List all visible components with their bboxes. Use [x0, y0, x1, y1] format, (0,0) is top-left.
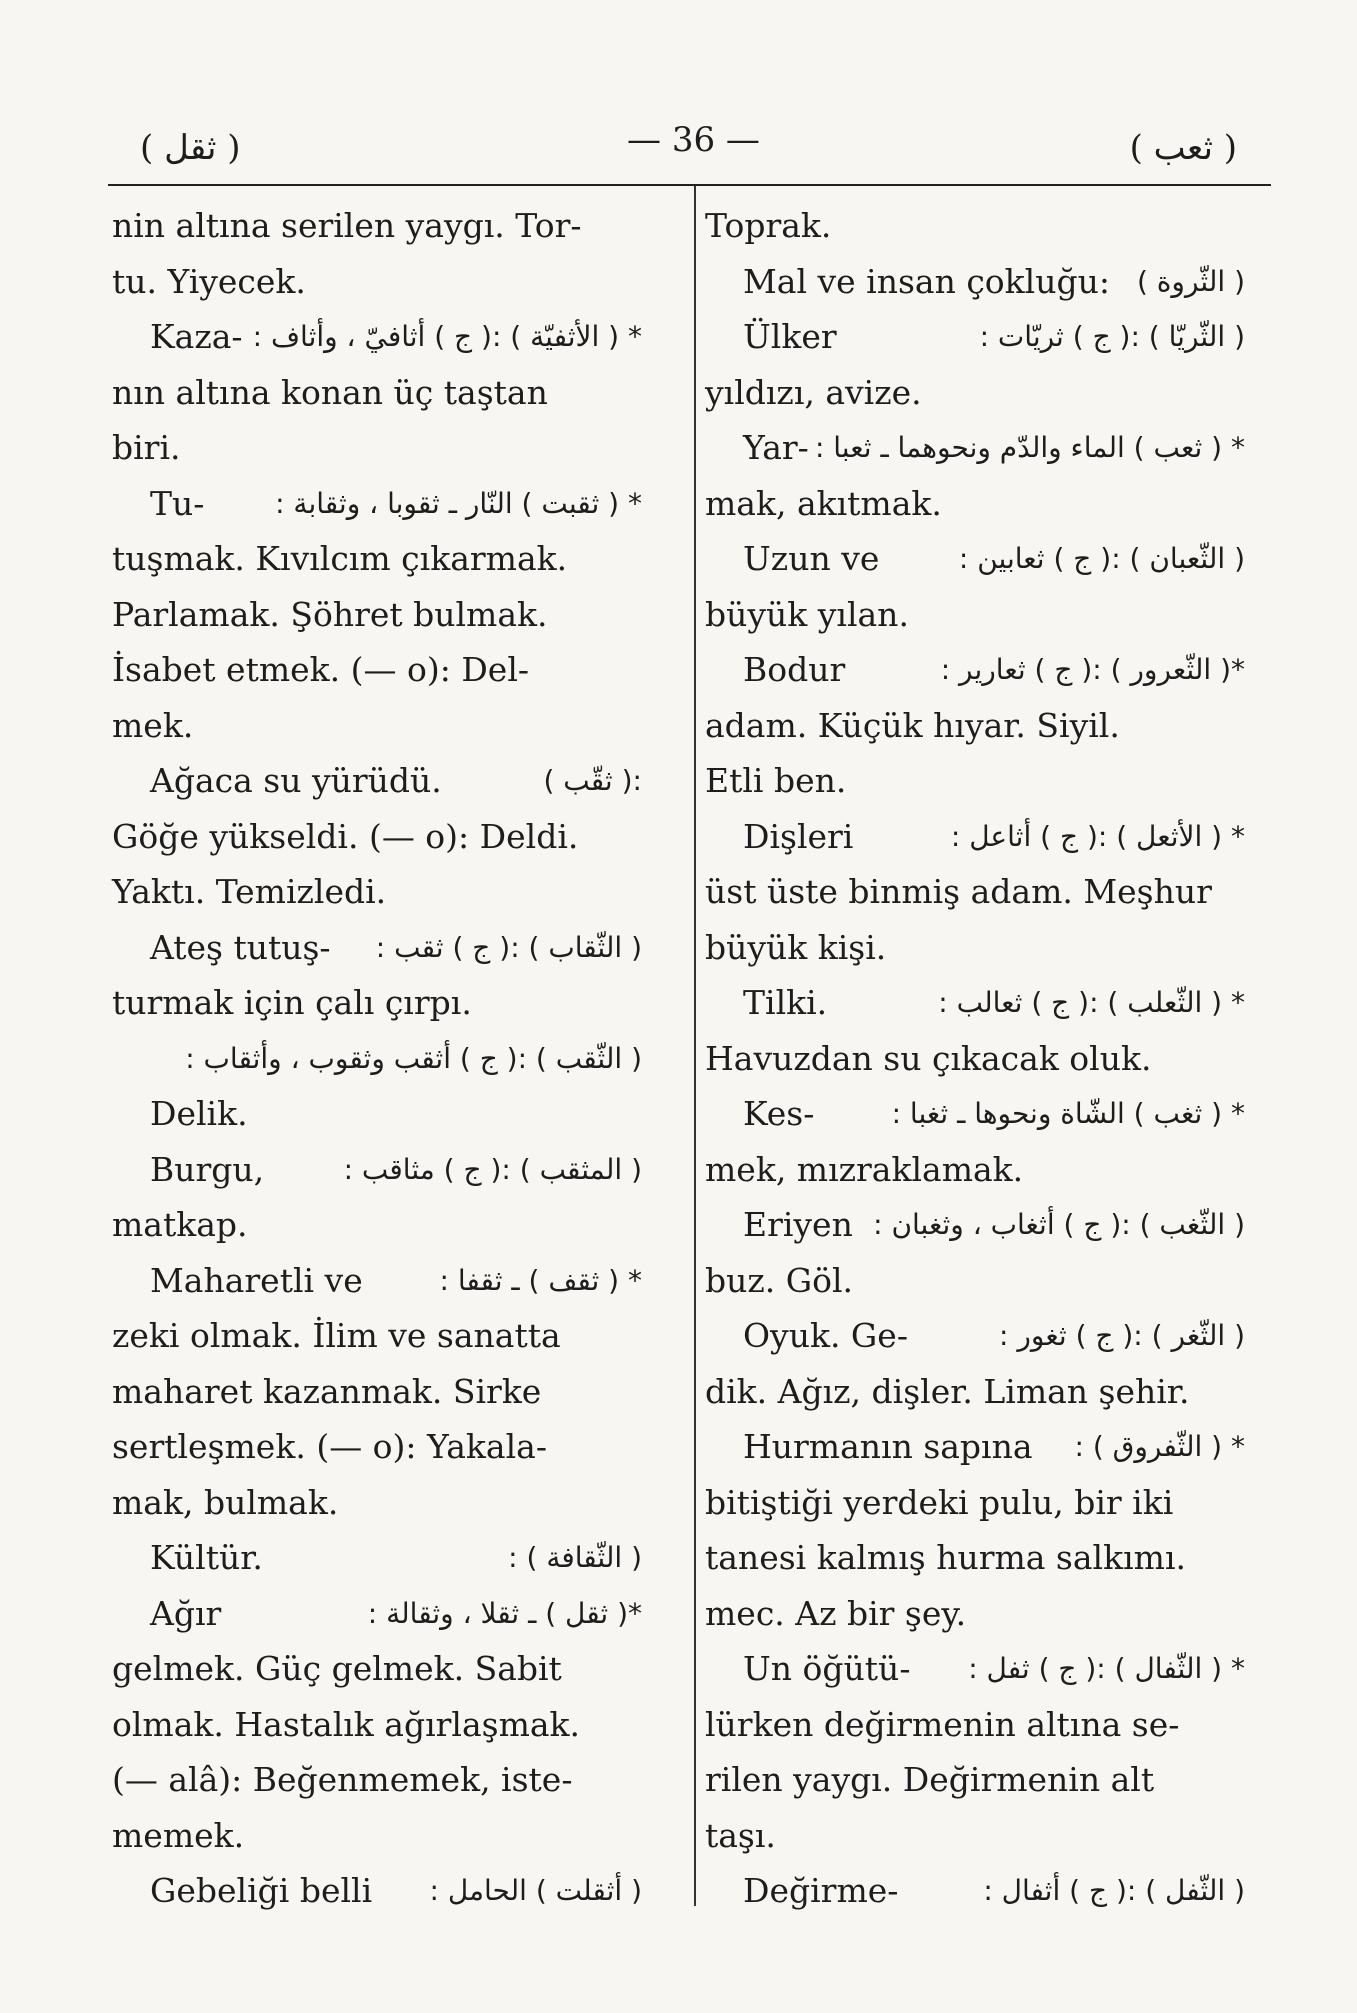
turkish-text: tu. Yiyecek. [112, 261, 306, 301]
turkish-text: zeki olmak. İlim ve sanatta [112, 1316, 561, 1355]
arabic-headword: * ( الأثعل ) :( ج ) أثاعل : [950, 819, 1245, 853]
turkish-text: üst üste binmiş adam. Meşhur [705, 872, 1212, 911]
turkish-text: buz. Göl. [705, 1260, 854, 1300]
text-line [705, 1530, 1245, 1586]
text-line [705, 1308, 1245, 1364]
turkish-text: turmak için çalı çırpı. [112, 983, 472, 1022]
turkish-text: yıldızı, avize. [705, 372, 922, 412]
column-divider [694, 186, 696, 1906]
turkish-text: Ağaca su yürüdü. [150, 761, 442, 800]
turkish-text: Havuzdan su çıkacak oluk. [705, 1038, 1152, 1078]
text-line [112, 1863, 642, 1919]
turkish-text: Dişleri [743, 816, 854, 856]
turkish-text: mak, bulmak. [112, 1482, 339, 1522]
text-line [705, 1364, 1245, 1420]
arabic-headword: ( الثّغر ) :( ج ) ثغور : [999, 1319, 1245, 1352]
text-line [705, 476, 1245, 532]
turkish-text: Maharetli ve [150, 1260, 363, 1300]
turkish-text: sertleşmek. (— o): Yakala- [112, 1427, 547, 1466]
arabic-headword: * ( ثقف ) ـ ثقفا : [439, 1263, 642, 1297]
text-line [705, 1142, 1245, 1198]
text-line [112, 198, 642, 254]
turkish-text: Ülker [743, 317, 837, 356]
turkish-text: Tu- [150, 483, 205, 523]
arabic-headword: ( الثّغب ) :( ج ) أثغاب ، وثغبان : [873, 1208, 1245, 1241]
turkish-text: biri. [112, 428, 181, 467]
turkish-text: Bodur [743, 650, 846, 689]
text-line [705, 420, 1245, 476]
arabic-headword: ( الثّقافة ) : [508, 1541, 642, 1574]
turkish-text: taşı. [705, 1815, 776, 1855]
text-line [705, 698, 1245, 754]
text-line [705, 1863, 1245, 1919]
turkish-text: Ağır [150, 1593, 222, 1633]
turkish-text: Yaktı. Temizledi. [112, 872, 387, 911]
text-line [705, 809, 1245, 865]
text-line [112, 1808, 642, 1864]
text-line [112, 1475, 642, 1531]
text-line [112, 864, 642, 920]
turkish-text: adam. Küçük hıyar. Siyil. [705, 705, 1120, 745]
text-line [112, 809, 642, 865]
turkish-text: Yar- [743, 428, 809, 467]
text-line [705, 1419, 1245, 1475]
text-line [705, 254, 1245, 310]
text-line [112, 420, 642, 476]
turkish-text: nin altına serilen yaygı. Tor- [112, 206, 582, 245]
text-line [112, 1419, 642, 1475]
turkish-text: Göğe yükseldi. (— o): Deldi. [112, 816, 579, 856]
turkish-text: mek, mızraklamak. [705, 1149, 1024, 1189]
text-line [705, 1752, 1245, 1808]
text-line [705, 309, 1245, 365]
text-line [705, 587, 1245, 643]
arabic-headword: ( أثقلت ) الحامل : [429, 1874, 642, 1907]
text-line [112, 1142, 642, 1198]
arabic-headword: ( الثّعبان ) :( ج ) ثعابين : [958, 542, 1245, 575]
text-line [112, 365, 642, 421]
turkish-text: lürken değirmenin altına se- [705, 1704, 1180, 1744]
header-right-keyword: ( ثعب ) [1129, 128, 1237, 168]
arabic-headword: *( ثقل ) ـ ثقلا ، وثقالة : [367, 1596, 642, 1630]
turkish-text: Uzun ve [743, 539, 880, 578]
turkish-text: Değirme- [743, 1871, 899, 1910]
page-number: — 36 — [627, 120, 760, 160]
arabic-headword: ( الثّفل ) :( ج ) أثفال : [983, 1874, 1245, 1907]
turkish-text: Kültür. [150, 1538, 263, 1577]
text-line [705, 920, 1245, 976]
text-line [705, 1808, 1245, 1864]
arabic-headword: :( ثقّب ) [543, 764, 642, 797]
text-line [112, 1031, 642, 1087]
arabic-headword: ( الثّقب ) :( ج ) أثقب وثقوب ، وأثقاب : [185, 1041, 642, 1075]
turkish-text: tuşmak. Kıvılcım çıkarmak. [112, 539, 568, 578]
text-line [112, 531, 642, 587]
text-line [112, 587, 642, 643]
header-rule [108, 184, 1271, 186]
turkish-text: Un öğütü- [743, 1649, 911, 1688]
text-line [705, 1253, 1245, 1309]
text-line [112, 1586, 642, 1642]
turkish-text: rilen yaygı. Değirmenin alt [705, 1760, 1155, 1799]
text-line [705, 1197, 1245, 1253]
text-line [112, 1308, 642, 1364]
turkish-text: Burgu, [150, 1149, 265, 1189]
turkish-text: mec. Az bir şey. [705, 1593, 967, 1633]
text-line [112, 1197, 642, 1253]
arabic-headword: * ( ثغب ) الشّاة ونحوها ـ ثغبا : [891, 1097, 1245, 1130]
text-line [112, 642, 642, 698]
arabic-headword: *( الثّعرور ) :( ج ) ثعارير : [940, 653, 1245, 686]
turkish-text: mak, akıtmak. [705, 483, 942, 523]
text-line [112, 1364, 642, 1420]
turkish-text: dik. Ağız, dişler. Liman şehir. [705, 1371, 1190, 1411]
text-line [112, 975, 642, 1031]
text-line [705, 864, 1245, 920]
text-line [705, 1475, 1245, 1531]
text-line [112, 698, 642, 754]
page-header [120, 118, 1267, 178]
text-line [705, 1031, 1245, 1087]
text-line [112, 753, 642, 809]
turkish-text: Etli ben. [705, 761, 847, 800]
text-line [705, 1586, 1245, 1642]
turkish-text: büyük kişi. [705, 927, 887, 967]
text-line [112, 1752, 642, 1808]
turkish-text: Toprak. [705, 206, 832, 245]
turkish-text: (— alâ): Beğenmemek, iste- [112, 1760, 573, 1799]
arabic-headword: ( المثقب ) :( ج ) مثاقب : [343, 1152, 642, 1186]
arabic-headword: * ( ثقبت ) النّار ـ ثقوبا ، وثقابة : [275, 486, 642, 520]
text-line [112, 1530, 642, 1586]
text-line [705, 975, 1245, 1031]
turkish-text: gelmek. Güç gelmek. Sabit [112, 1649, 562, 1688]
arabic-headword: * ( الثّعلب ) :( ج ) ثعالب : [938, 986, 1245, 1019]
arabic-headword: * ( ثعب ) الماء والدّم ونحوهما ـ ثعبا : [814, 431, 1245, 464]
turkish-text: olmak. Hastalık ağırlaşmak. [112, 1704, 581, 1744]
turkish-text: nın altına konan üç taştan [112, 372, 548, 412]
turkish-text: büyük yılan. [705, 594, 909, 634]
text-line [112, 1641, 642, 1697]
text-line [112, 309, 642, 365]
arabic-headword: * ( الثّفال ) :( ج ) ثفل : [968, 1652, 1245, 1685]
left-column [112, 198, 642, 1919]
turkish-text: bitiştiği yerdeki pulu, bir iki [705, 1482, 1174, 1522]
text-line [705, 1086, 1245, 1142]
turkish-text: Gebeliği belli [150, 1871, 373, 1910]
turkish-text: maharet kazanmak. Sirke [112, 1371, 542, 1411]
text-line [112, 1697, 642, 1753]
arabic-headword: ( الثّقاب ) :( ج ) ثقب : [375, 930, 642, 964]
turkish-text: Hurmanın sapına [743, 1427, 1033, 1466]
arabic-headword: ( الثّروة ) [1136, 264, 1245, 298]
text-line [112, 920, 642, 976]
turkish-text: Parlamak. Şöhret bulmak. [112, 594, 548, 634]
turkish-text: Kes- [743, 1094, 815, 1133]
arabic-headword: * ( الثّفروق ) : [1074, 1430, 1245, 1463]
turkish-text: Ateş tutuş- [150, 927, 331, 967]
turkish-text: mek. [112, 705, 194, 745]
text-line [705, 753, 1245, 809]
turkish-text: memek. [112, 1815, 245, 1855]
text-line [112, 1253, 642, 1309]
turkish-text: Oyuk. Ge- [743, 1316, 908, 1355]
turkish-text: tanesi kalmış hurma salkımı. [705, 1538, 1186, 1577]
text-line [112, 254, 642, 310]
right-column [705, 198, 1245, 1919]
turkish-text: Eriyen [743, 1205, 853, 1244]
text-line [705, 642, 1245, 698]
text-line [705, 198, 1245, 254]
turkish-text: Kaza- [150, 317, 243, 356]
turkish-text: Mal ve insan çokluğu: [743, 261, 1110, 301]
text-line [705, 1697, 1245, 1753]
text-line [705, 531, 1245, 587]
turkish-text: İsabet etmek. (— o): Del- [112, 650, 530, 689]
text-line [705, 1641, 1245, 1697]
text-line [112, 1086, 642, 1142]
text-line [112, 476, 642, 532]
turkish-text: matkap. [112, 1205, 248, 1244]
text-line [705, 365, 1245, 421]
arabic-headword: * ( الأثفيّة ) :( ج ) أثافيّ ، وأثاف : [252, 320, 642, 353]
arabic-headword: ( الثّريّا ) :( ج ) ثريّات : [979, 320, 1245, 353]
header-left-keyword: ( ثقل ) [140, 128, 241, 168]
turkish-text: Delik. [150, 1094, 248, 1133]
turkish-text: Tilki. [743, 983, 828, 1022]
